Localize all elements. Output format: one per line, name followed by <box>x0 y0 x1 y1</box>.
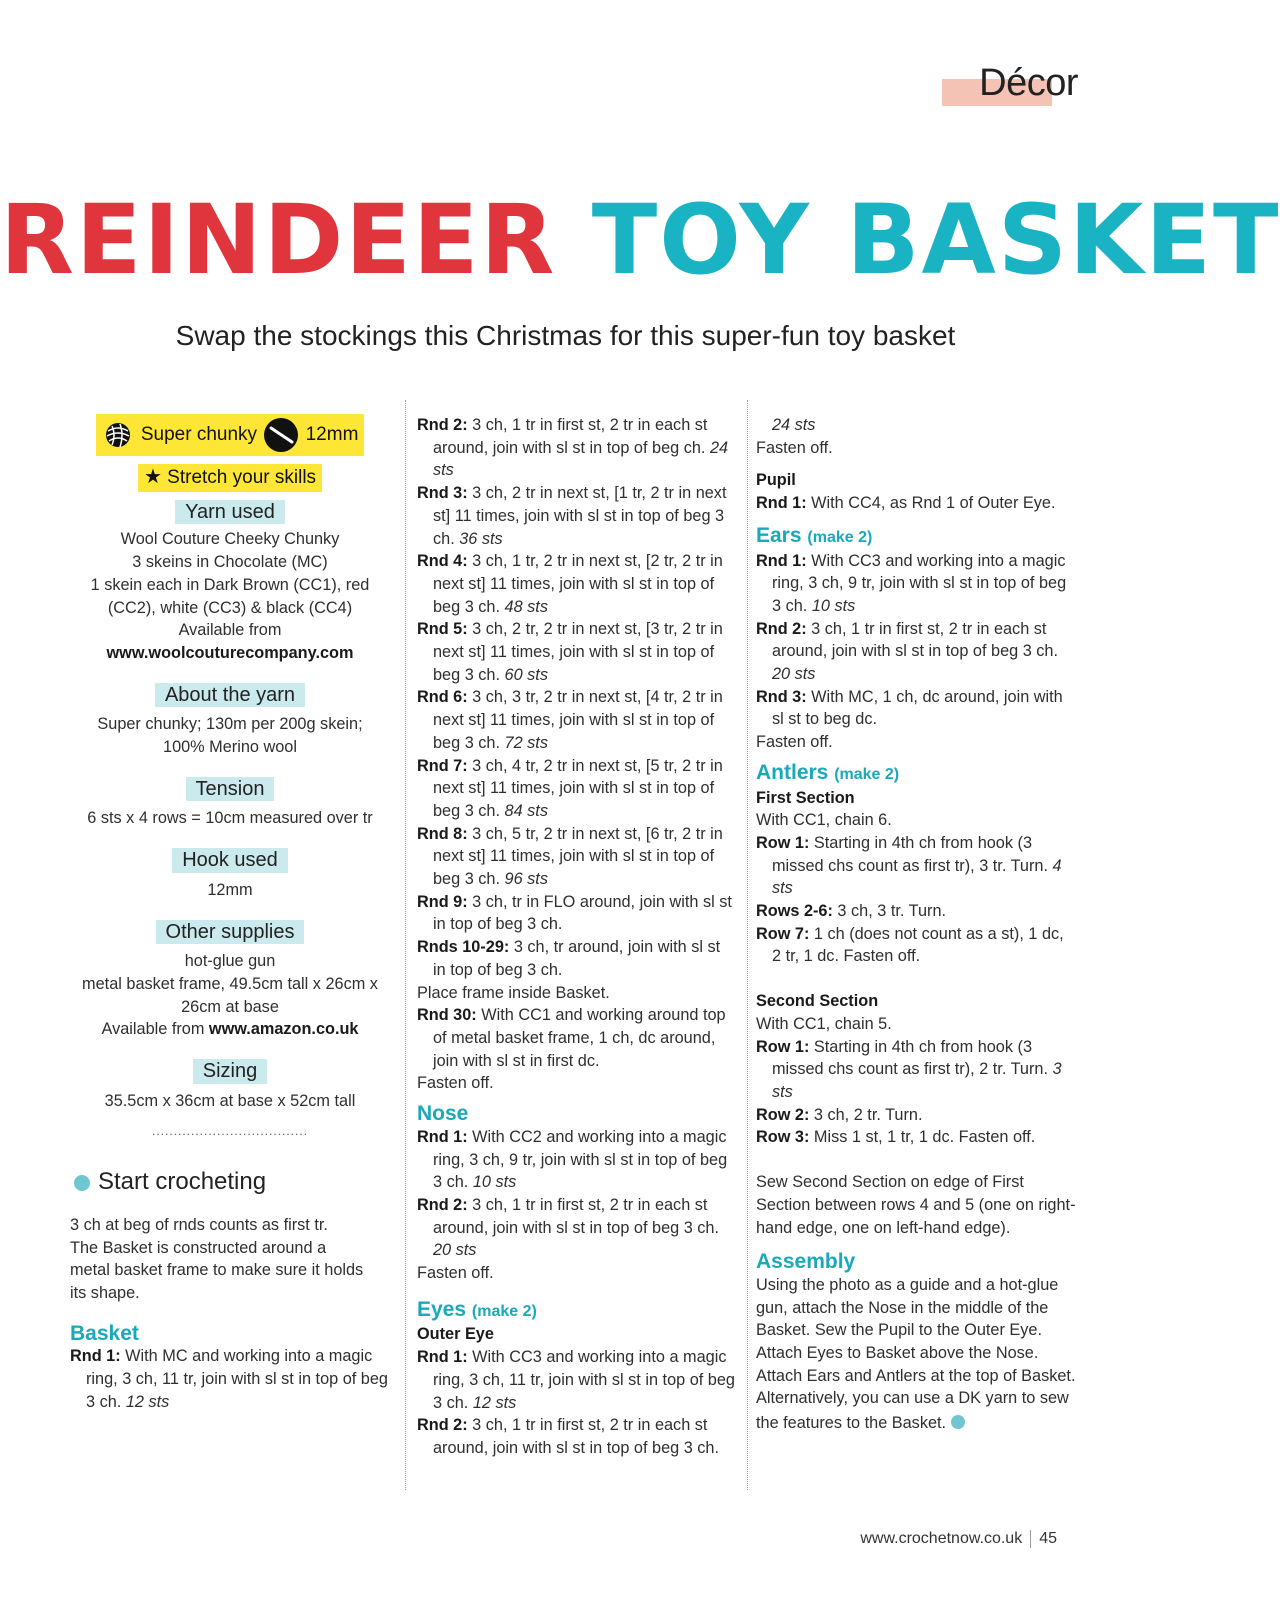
rnd-label: Rnd 2: <box>417 1416 468 1435</box>
row-label: Row 1: <box>756 833 810 852</box>
sizing-text: 35.5cm x 36cm at base x 52cm tall <box>104 1091 356 1110</box>
tension-heading: Tension <box>186 777 275 802</box>
antlers-heading <box>756 762 1076 787</box>
about-yarn-heading: About the yarn <box>155 683 305 708</box>
about-yarn-line: 100% Merino wool <box>163 738 297 757</box>
start-heading-text: Start crocheting <box>98 1168 267 1196</box>
basket-rnd-3 <box>417 482 735 550</box>
outer-eye-subheading: Outer Eye <box>417 1325 494 1344</box>
rnd-text: With MC, 1 ch, dc around, join with sl st to beg dc. <box>772 687 1063 729</box>
rnd-count: 10 sts <box>472 1173 517 1192</box>
rnd-text: 3 ch, 4 tr, 2 tr in next st, [5 tr, 2 tr in next st] 11 times, join with sl st in top of beg 3 ch. <box>433 756 723 820</box>
fasten-off-text: Fasten off. <box>756 733 833 752</box>
section-tag-label: Décor <box>979 62 1078 104</box>
rnd-text: 3 ch, 3 tr, 2 tr in next st, [4 tr, 2 tr in next st] 11 times, join with sl st in top of beg 3 ch. <box>433 688 723 752</box>
yarn-line: 3 skeins in Chocolate (MC) <box>132 553 328 572</box>
rnd-count: 20 sts <box>772 665 816 684</box>
row-label: Rows 2-6: <box>756 902 833 921</box>
second-row-2 <box>756 1104 1076 1127</box>
rnd-count: 72 sts <box>504 733 548 752</box>
eyes-heading <box>417 1299 735 1324</box>
hook-size-label: 12mm <box>305 424 359 446</box>
rnd-label: Rnd 30: <box>417 1006 477 1025</box>
nose-heading: Nose <box>417 1102 469 1126</box>
basket-rnd-5 <box>417 618 735 686</box>
skill-label: Stretch your skills <box>167 467 317 488</box>
tension-section <box>70 777 390 802</box>
basket-rnd-9 <box>417 891 735 936</box>
intro-line: 3 ch at beg of rnds counts as first tr. <box>70 1215 328 1234</box>
basket-rnd-2 <box>417 414 735 482</box>
second-section-subheading: Second Section <box>756 992 879 1011</box>
title-part-1: REINDEER <box>0 184 557 296</box>
basket-rnd-7 <box>417 755 735 823</box>
start-crocheting-heading <box>70 1168 390 1196</box>
about-yarn-section <box>70 683 390 708</box>
row-text: Starting in 4th ch from hook (3 missed chs count as first tr), 2 tr. Turn. <box>772 1037 1053 1079</box>
eyes-heading-text: Eyes <box>417 1297 467 1321</box>
yarn-used-section <box>70 500 390 525</box>
first-section-chain: With CC1, chain 6. <box>756 811 892 830</box>
rnd-label: Rnd 2: <box>417 1195 468 1214</box>
hook-used-section <box>70 848 390 873</box>
yarn-ball-icon <box>102 421 136 449</box>
nose-rnd-2 <box>417 1194 735 1262</box>
intro-line: metal basket frame to make sure it holds <box>70 1261 364 1280</box>
tension-text: 6 sts x 4 rows = 10cm measured over tr <box>87 809 373 828</box>
antlers-heading-text: Antlers <box>756 760 829 784</box>
yarn-weight-badge <box>96 414 365 456</box>
ears-heading <box>756 525 1076 550</box>
yarn-line: Wool Couture Cheeky Chunky <box>120 530 340 549</box>
page-subtitle: Swap the stockings this Christmas for this super-fun toy basket <box>175 320 956 351</box>
other-supplies-text <box>70 950 390 1041</box>
eye-rnd-2 <box>417 1414 735 1459</box>
pupil-subheading: Pupil <box>756 471 796 490</box>
basket-rnd-1 <box>70 1345 390 1413</box>
supplies-available <box>70 1018 390 1041</box>
page-footer <box>860 1530 1057 1548</box>
rnd-label: Rnds 10-29: <box>417 938 510 957</box>
rnd-text: With CC4, as Rnd 1 of Outer Eye. <box>806 494 1056 513</box>
supplies-line: hot-glue gun <box>184 952 276 971</box>
second-row-3 <box>756 1126 1076 1149</box>
ears-heading-text: Ears <box>756 523 802 547</box>
rnd-text: With CC1 and working around top of metal basket frame, 1 ch, dc around, join with sl st in first dc. <box>433 1006 726 1070</box>
pupil-rnd-1 <box>756 492 1076 515</box>
rnd-label: Rnd 7: <box>417 756 468 775</box>
intro-line: The Basket is constructed around a <box>70 1238 327 1257</box>
about-yarn-line: Super chunky; 130m per 200g skein; <box>97 715 363 734</box>
rnd-count: 60 sts <box>504 665 548 684</box>
eyes-make-count: (make 2) <box>471 1302 537 1320</box>
rnd-count: 84 sts <box>504 801 548 820</box>
available-prefix: Available from <box>101 1020 209 1039</box>
intro-text <box>70 1214 390 1305</box>
rnd-count: 24 sts <box>433 438 729 480</box>
rnd-text: 3 ch, 1 tr in first st, 2 tr in each st around, join with sl st in top of beg 3 ch. <box>433 1416 719 1457</box>
sew-instructions: Sew Second Section on edge of First Section between rows 4 and 5 (one on right-hand edge, one on left-hand edge). <box>756 1173 1076 1237</box>
about-yarn-text <box>70 713 390 758</box>
middle-column <box>417 414 735 1460</box>
rnd-text: 3 ch, 1 tr in first st, 2 tr in each st around, join with sl st in top of beg ch. <box>433 416 710 457</box>
other-supplies-section <box>70 920 390 945</box>
rnd-label: Rnd 2: <box>756 619 807 638</box>
basket-heading: Basket <box>70 1321 139 1345</box>
rnd-text: With CC2 and working into a magic ring, 3 ch, 9 tr, join with sl st in top of beg 3 ch. <box>433 1127 728 1192</box>
rnd-text: 3 ch, 5 tr, 2 tr in next st, [6 tr, 2 tr in next st] 11 times, join with sl st in top of beg 3 ch. <box>433 824 723 889</box>
column-divider-1 <box>405 400 406 1490</box>
place-frame-text: Place frame inside Basket. <box>417 983 610 1002</box>
title-part-2: TOY BASKET <box>591 184 1280 296</box>
assembly-text <box>756 1274 1076 1435</box>
skill-badge <box>70 464 390 492</box>
rnd-label: Rnd 1: <box>417 1348 468 1367</box>
yarn-ball-end-icon <box>951 1415 965 1429</box>
yarn-ball-bullet-icon <box>74 1175 90 1191</box>
fasten-off-text: Fasten off. <box>756 438 833 457</box>
rnd-text: 3 ch, 1 tr in first st, 2 tr in each st around, join with sl st in top of beg 3 ch. <box>772 619 1058 661</box>
yarn-supplier-link[interactable]: www.woolcouturecompany.com <box>106 643 354 662</box>
rnd-label: Rnd 5: <box>417 620 468 639</box>
first-row-7 <box>756 923 1076 968</box>
rnd-label: Rnd 1: <box>756 551 807 570</box>
rnd-count: 12 sts <box>125 1392 170 1411</box>
rnd-label: Rnd 1: <box>756 494 807 513</box>
rnd-label: Rnd 9: <box>417 892 468 911</box>
row-count: 4 sts <box>772 856 1062 898</box>
basket-rnd-4 <box>417 550 735 618</box>
yarn-used-text <box>70 528 390 664</box>
basket-rnds-10-29 <box>417 936 735 981</box>
row-text: Miss 1 st, 1 tr, 1 dc. Fasten off. <box>809 1128 1036 1147</box>
supplies-link[interactable]: www.amazon.co.uk <box>208 1020 359 1039</box>
crochet-hook-icon <box>262 416 300 454</box>
rnd-count: 48 sts <box>504 597 548 616</box>
footer-url[interactable]: www.crochetnow.co.uk <box>860 1530 1023 1548</box>
basket-rnd-6 <box>417 686 735 754</box>
ears-rnd-3 <box>756 686 1076 731</box>
rnd-label: Rnd 3: <box>417 484 468 503</box>
yarn-line: (CC2), white (CC3) & black (CC4) <box>107 598 353 617</box>
rnd-count: 12 sts <box>472 1393 517 1412</box>
fasten-off-text: Fasten off. <box>417 1264 494 1283</box>
ears-rnd-2 <box>756 618 1076 686</box>
eye-rnd-1 <box>417 1346 735 1414</box>
rnd-text: 3 ch, tr in FLO around, join with sl st in top of beg 3 ch. <box>433 892 732 934</box>
page-title <box>0 184 1280 296</box>
rnd-count: 96 sts <box>504 870 548 889</box>
row-text: 3 ch, 2 tr. Turn. <box>809 1105 923 1124</box>
rnd-label: Rnd 1: <box>417 1127 468 1146</box>
supplies-line: metal basket frame, 49.5cm tall x 26cm x <box>82 974 378 993</box>
first-rows-2-6 <box>756 900 1076 923</box>
rnd-label: Rnd 8: <box>417 824 468 843</box>
row-count: 3 sts <box>772 1060 1062 1101</box>
second-section-chain: With CC1, chain 5. <box>756 1014 892 1033</box>
rnd-label: Rnd 1: <box>70 1347 121 1366</box>
first-section-subheading: First Section <box>756 788 855 807</box>
row-label: Row 7: <box>756 924 810 943</box>
yarn-weight-label: Super chunky <box>140 424 258 446</box>
rnd-label: Rnd 6: <box>417 688 468 707</box>
dotted-separator: .................................... <box>151 1124 309 1139</box>
rnd-text: 3 ch, 2 tr, 2 tr in next st, [3 tr, 2 tr in next st] 11 times, join with sl st in top of beg 3 ch. <box>433 620 723 684</box>
rnd-text: 3 ch, tr around, join with sl st in top of beg 3 ch. <box>433 938 721 979</box>
hook-used-text: 12mm <box>207 880 253 899</box>
rnd-label: Rnd 4: <box>417 552 468 571</box>
second-row-1 <box>756 1036 1076 1104</box>
yarn-line: 1 skein each in Dark Brown (CC1), red <box>90 575 370 594</box>
basket-rnd-8 <box>417 823 735 891</box>
skill-highlight <box>138 464 322 492</box>
rnd-text: With MC and working into a magic ring, 3 ch, 11 tr, join with sl st in top of beg 3 ch. <box>86 1347 388 1411</box>
yarn-line: Available from <box>178 621 282 640</box>
star-icon: ★ <box>143 466 162 488</box>
right-column <box>756 414 1076 1435</box>
row-label: Row 2: <box>756 1105 810 1124</box>
intro-line: its shape. <box>70 1283 140 1302</box>
ears-rnd-1 <box>756 550 1076 618</box>
rnd-count: 10 sts <box>811 596 856 615</box>
basket-rnd-30 <box>417 1004 735 1072</box>
first-row-1 <box>756 832 1076 900</box>
rnd-label: Rnd 3: <box>756 687 807 706</box>
nose-rnd-1 <box>417 1126 735 1194</box>
difficulty-badge <box>70 414 390 456</box>
rnd-text: 3 ch, 1 tr in first st, 2 tr in each st around, join with sl st in top of beg 3 ch. <box>433 1195 719 1237</box>
left-column <box>70 414 390 1414</box>
eye-rnd-2-count: 24 sts <box>772 416 816 434</box>
footer-separator <box>1030 1530 1031 1548</box>
supplies-line: 26cm at base <box>181 997 279 1016</box>
rnd-count: 20 sts <box>433 1241 477 1260</box>
page-number: 45 <box>1039 1530 1057 1548</box>
assembly-body: Using the photo as a guide and a hot-glue gun, attach the Nose in the middle of the Basket. Sew the Pupil to the Outer Eye. Attach Eyes to Basket above the Nose. Attach Ears and Antlers at the top of Basket. Alternatively, you can use a DK yarn to sew the features to the Basket. <box>756 1275 1076 1433</box>
rnd-text: With CC3 and working into a magic ring, 3 ch, 9 tr, join with sl st in top of beg 3 ch. <box>772 551 1067 615</box>
row-label: Row 3: <box>756 1128 810 1147</box>
ears-make-count: (make 2) <box>807 528 873 546</box>
row-label: Row 1: <box>756 1037 810 1056</box>
column-divider-2 <box>747 400 748 1490</box>
section-tag <box>942 62 1078 108</box>
rnd-text: 3 ch, 1 tr, 2 tr in next st, [2 tr, 2 tr in next st] 11 times, join with sl st in top of beg 3 ch. <box>433 552 723 616</box>
other-supplies-heading: Other supplies <box>156 920 305 945</box>
sizing-section <box>70 1059 390 1084</box>
hook-used-heading: Hook used <box>172 848 288 873</box>
antlers-make-count: (make 2) <box>834 765 900 783</box>
rnd-label: Rnd 2: <box>417 416 468 434</box>
sizing-heading: Sizing <box>193 1059 267 1084</box>
row-text: 1 ch (does not count as a st), 1 dc, 2 tr, 1 dc. Fasten off. <box>772 924 1064 966</box>
rnd-count: 36 sts <box>459 529 503 548</box>
yarn-used-heading: Yarn used <box>175 500 285 525</box>
assembly-heading: Assembly <box>756 1250 856 1274</box>
rnd-text: With CC3 and working into a magic ring, 3 ch, 11 tr, join with sl st in top of beg 3 ch. <box>433 1348 735 1412</box>
row-text: Starting in 4th ch from hook (3 missed chs count as first tr), 3 tr. Turn. <box>772 833 1053 875</box>
rnd-text: 3 ch, 2 tr in next st, [1 tr, 2 tr in next st] 11 times, join with sl st in top of beg 3 ch. <box>433 484 727 548</box>
row-text: 3 ch, 3 tr. Turn. <box>832 902 947 921</box>
fasten-off-text: Fasten off. <box>417 1074 494 1093</box>
